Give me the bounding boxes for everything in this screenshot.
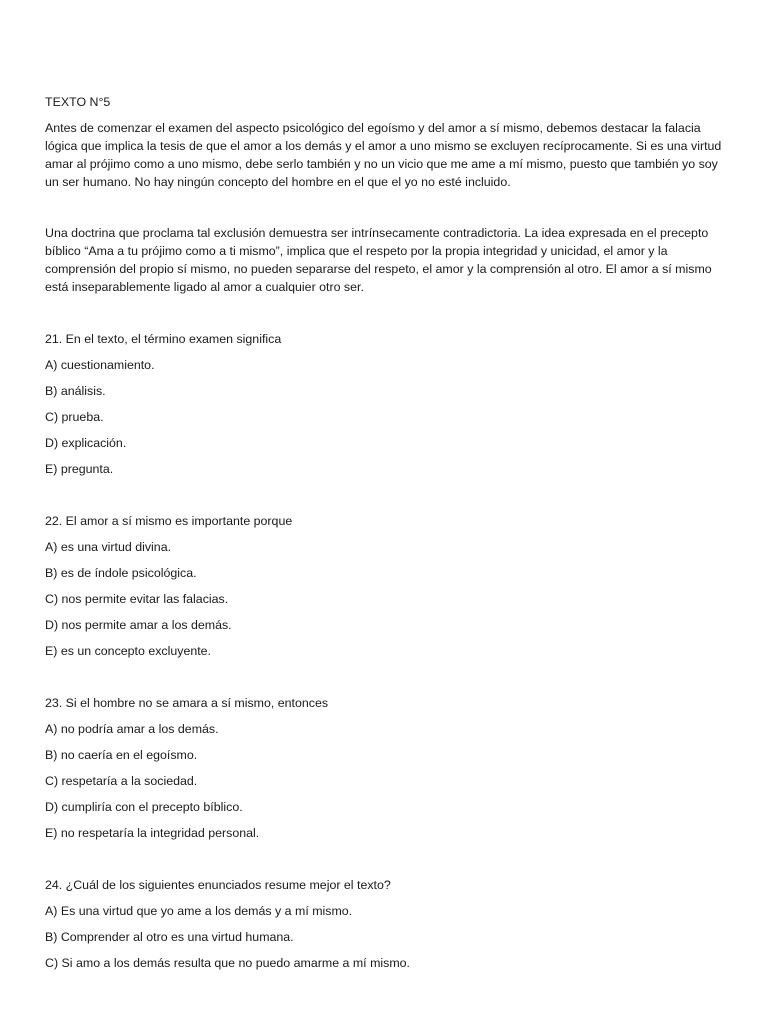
answer-option-b: B) no caería en el egoísmo. — [45, 748, 198, 762]
answer-options — [45, 356, 725, 478]
question-stem: 23. Si el hombre no se amara a sí mismo, entonces — [45, 696, 329, 710]
answer-option-d: D) cumpliría con el precepto bíblico. — [45, 800, 243, 814]
answer-option-c: C) Si amo a los demás resulta que no puedo amarme a mí mismo. — [45, 956, 410, 970]
answer-options — [45, 902, 725, 972]
answer-option-b: B) es de índole psicológica. — [45, 566, 197, 580]
answer-option-d: D) nos permite amar a los demás. — [45, 618, 232, 632]
document-content — [45, 93, 725, 1006]
question-stem: 24. ¿Cuál de los siguientes enunciados resume mejor el texto? — [45, 878, 391, 892]
answer-option-c: C) prueba. — [45, 410, 104, 424]
answer-option-e: E) no respetaría la integridad personal. — [45, 826, 260, 840]
answer-option-a: A) Es una virtud que yo ame a los demás y a mí mismo. — [45, 904, 353, 918]
answer-option-a: A) no podría amar a los demás. — [45, 722, 219, 736]
question-22 — [45, 512, 725, 660]
answer-option-a: A) cuestionamiento. — [45, 358, 155, 372]
text-heading: TEXTO N°5 — [45, 95, 111, 109]
answer-option-d: D) explicación. — [45, 436, 127, 450]
answer-options — [45, 720, 725, 842]
question-list — [45, 330, 725, 972]
passage-paragraph-2: Una doctrina que proclama tal exclusión demuestra ser intrínsecamente contradictoria. La idea expresada en el precepto bíblico “Ama a tu prójimo como a ti mismo”, implica que el respeto por la propia integridad y unicidad, el amor y la comprensión del propio sí mismo, no pueden separarse del respeto, el amor y la comprensión al otro. El amor a sí mismo está inseparablemente ligado al amor a cualquier otro ser. — [45, 226, 712, 294]
reading-passage — [45, 119, 725, 296]
question-21 — [45, 330, 725, 478]
answer-option-a: A) es una virtud divina. — [45, 540, 172, 554]
question-23 — [45, 694, 725, 842]
answer-option-c: C) nos permite evitar las falacias. — [45, 592, 229, 606]
answer-option-e: E) es un concepto excluyente. — [45, 644, 211, 658]
question-stem: 21. En el texto, el término examen significa — [45, 332, 282, 346]
answer-option-c: C) respetaría a la sociedad. — [45, 774, 198, 788]
answer-options — [45, 538, 725, 660]
question-24 — [45, 876, 725, 972]
answer-option-b: B) análisis. — [45, 384, 106, 398]
answer-option-b: B) Comprender al otro es una virtud humana. — [45, 930, 294, 944]
passage-paragraph-1: Antes de comenzar el examen del aspecto psicológico del egoísmo y del amor a sí mismo, debemos destacar la falacia lógica que implica la tesis de que el amor a los demás y el amor a uno mismo se excluyen recíprocamente. Si es una virtud amar al prójimo como a uno mismo, debe serlo también y no un vicio que me ame a mí mismo, puesto que también yo soy un ser humano. No hay ningún concepto del hombre en el que el yo no esté incluido. — [45, 121, 722, 189]
question-stem: 22. El amor a sí mismo es importante porque — [45, 514, 293, 528]
answer-option-e: E) pregunta. — [45, 462, 114, 476]
